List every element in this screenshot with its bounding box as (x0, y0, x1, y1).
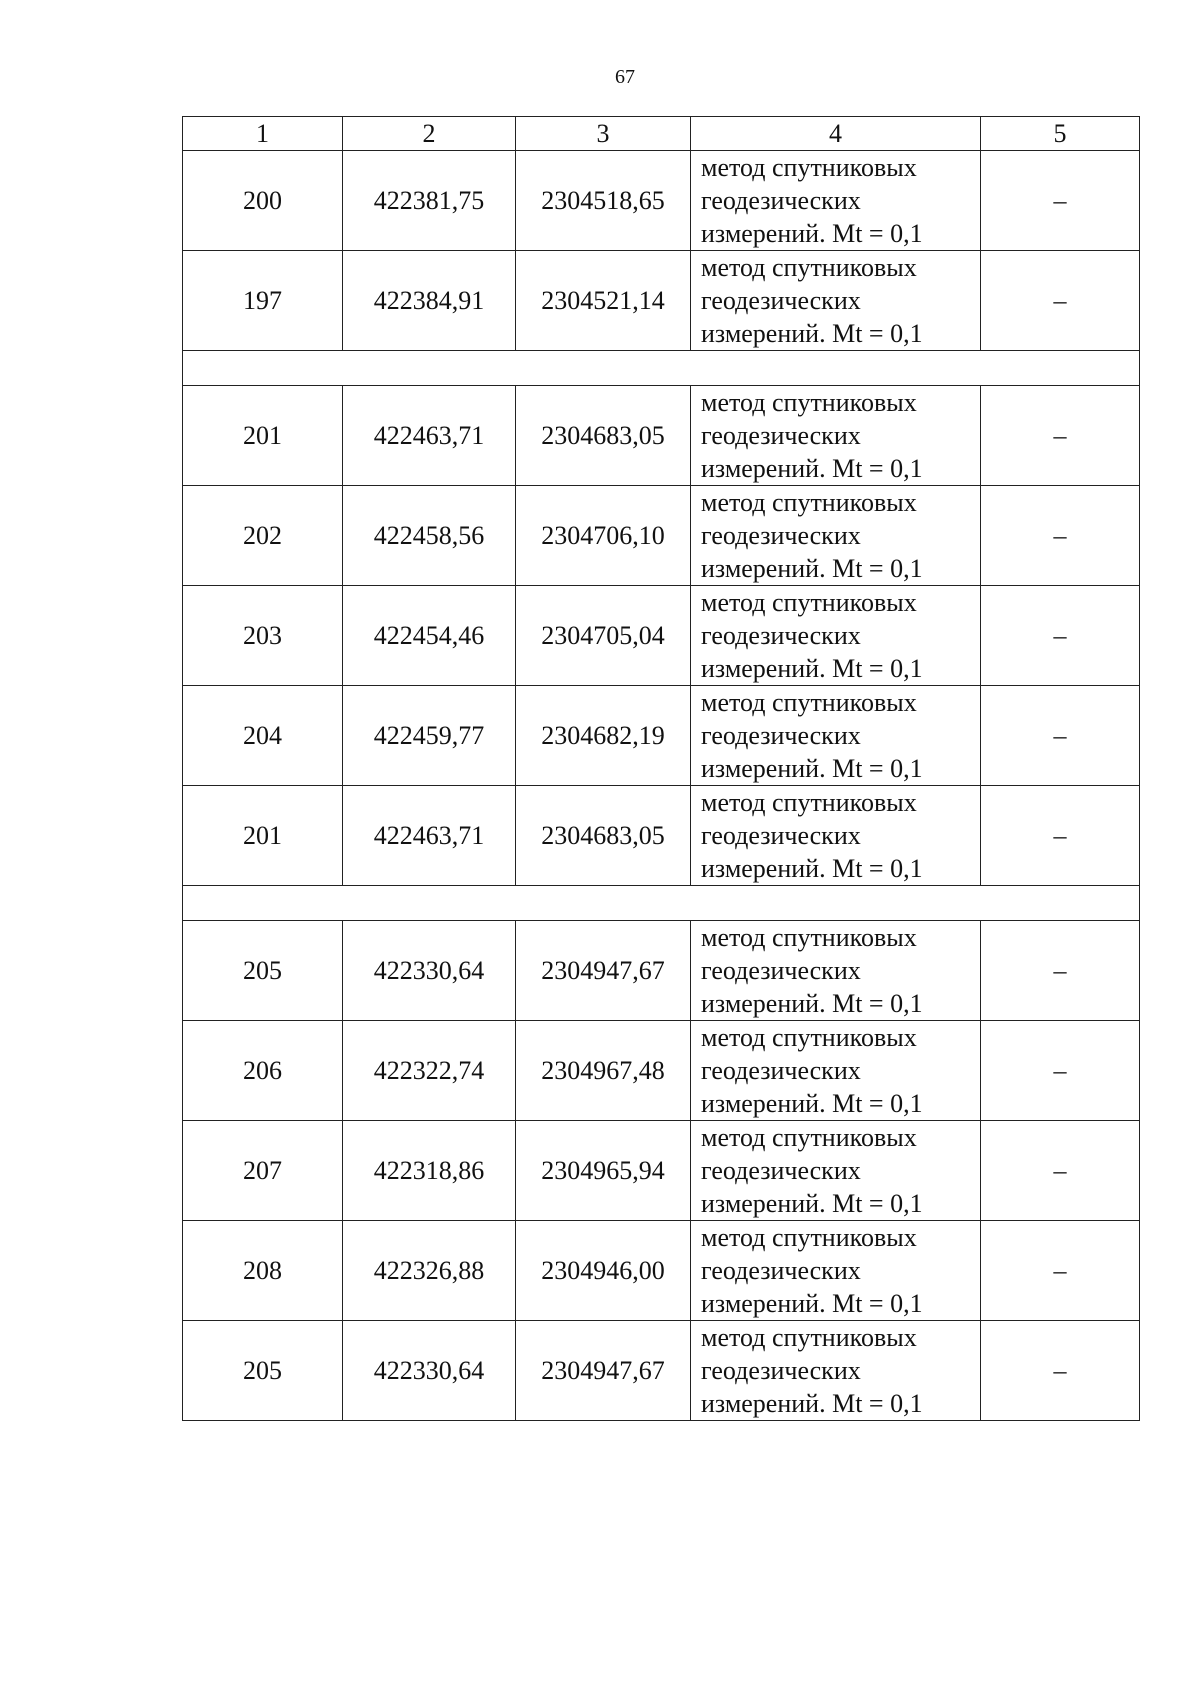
column-header: 2 (343, 117, 516, 151)
note-cell: – (981, 486, 1140, 586)
point-number-cell: 197 (183, 251, 343, 351)
note-cell: – (981, 1021, 1140, 1121)
method-line: геодезических (701, 421, 861, 450)
x-coordinate-cell: 422330,64 (343, 921, 516, 1021)
method-line: геодезических (701, 1056, 861, 1085)
point-number-cell: 204 (183, 686, 343, 786)
method-line: метод спутниковых (701, 923, 917, 952)
method-line: измерений. Mt = 0,1 (701, 554, 923, 583)
column-header: 3 (516, 117, 691, 151)
note-cell: – (981, 151, 1140, 251)
y-coordinate-cell: 2304946,00 (516, 1221, 691, 1321)
point-number-cell: 205 (183, 1321, 343, 1421)
y-coordinate-cell: 2304947,67 (516, 921, 691, 1021)
method-line: метод спутниковых (701, 688, 917, 717)
table-row (183, 686, 1140, 786)
method-line: метод спутниковых (701, 788, 917, 817)
y-coordinate-cell: 2304521,14 (516, 251, 691, 351)
x-coordinate-cell: 422458,56 (343, 486, 516, 586)
table-header-row (183, 117, 1140, 151)
y-coordinate-cell: 2304518,65 (516, 151, 691, 251)
table-row (183, 586, 1140, 686)
x-coordinate-cell: 422384,91 (343, 251, 516, 351)
x-coordinate-cell: 422318,86 (343, 1121, 516, 1221)
method-line: геодезических (701, 821, 861, 850)
method-cell (691, 151, 981, 251)
method-line: метод спутниковых (701, 1023, 917, 1052)
y-coordinate-cell: 2304967,48 (516, 1021, 691, 1121)
method-line: геодезических (701, 186, 861, 215)
table-row (183, 151, 1140, 251)
point-number-cell: 206 (183, 1021, 343, 1121)
method-line: измерений. Mt = 0,1 (701, 219, 923, 248)
table-row (183, 921, 1140, 1021)
method-line: геодезических (701, 286, 861, 315)
x-coordinate-cell: 422381,75 (343, 151, 516, 251)
column-header: 5 (981, 117, 1140, 151)
method-line: измерений. Mt = 0,1 (701, 1389, 923, 1418)
x-coordinate-cell: 422322,74 (343, 1021, 516, 1121)
method-line: метод спутниковых (701, 1223, 917, 1252)
note-cell: – (981, 686, 1140, 786)
method-line: измерений. Mt = 0,1 (701, 1189, 923, 1218)
method-cell (691, 386, 981, 486)
note-cell: – (981, 1221, 1140, 1321)
y-coordinate-cell: 2304947,67 (516, 1321, 691, 1421)
note-cell: – (981, 921, 1140, 1021)
y-coordinate-cell: 2304965,94 (516, 1121, 691, 1221)
table-row (183, 386, 1140, 486)
method-line: метод спутниковых (701, 253, 917, 282)
x-coordinate-cell: 422326,88 (343, 1221, 516, 1321)
table-row (183, 786, 1140, 886)
method-line: метод спутниковых (701, 1123, 917, 1152)
method-line: геодезических (701, 621, 861, 650)
method-line: измерений. Mt = 0,1 (701, 654, 923, 683)
method-line: геодезических (701, 1156, 861, 1185)
point-number-cell: 201 (183, 386, 343, 486)
method-line: геодезических (701, 956, 861, 985)
point-number-cell: 205 (183, 921, 343, 1021)
method-line: метод спутниковых (701, 588, 917, 617)
x-coordinate-cell: 422463,71 (343, 786, 516, 886)
point-number-cell: 202 (183, 486, 343, 586)
note-cell: – (981, 586, 1140, 686)
method-cell (691, 486, 981, 586)
table-row (183, 1221, 1140, 1321)
method-line: измерений. Mt = 0,1 (701, 454, 923, 483)
x-coordinate-cell: 422454,46 (343, 586, 516, 686)
method-cell (691, 1021, 981, 1121)
x-coordinate-cell: 422463,71 (343, 386, 516, 486)
method-cell (691, 251, 981, 351)
column-header: 1 (183, 117, 343, 151)
y-coordinate-cell: 2304705,04 (516, 586, 691, 686)
column-header: 4 (691, 117, 981, 151)
y-coordinate-cell: 2304682,19 (516, 686, 691, 786)
y-coordinate-cell: 2304683,05 (516, 786, 691, 886)
method-line: измерений. Mt = 0,1 (701, 854, 923, 883)
point-number-cell: 207 (183, 1121, 343, 1221)
table-row (183, 251, 1140, 351)
method-cell (691, 1121, 981, 1221)
method-cell (691, 586, 981, 686)
method-line: измерений. Mt = 0,1 (701, 1089, 923, 1118)
table-spacer-row (183, 351, 1140, 386)
note-cell: – (981, 251, 1140, 351)
coordinates-table (182, 116, 1140, 1421)
method-line: геодезических (701, 521, 861, 550)
page-number: 67 (615, 66, 635, 88)
table-row (183, 486, 1140, 586)
y-coordinate-cell: 2304683,05 (516, 386, 691, 486)
method-cell (691, 921, 981, 1021)
method-cell (691, 786, 981, 886)
table-row (183, 1121, 1140, 1221)
method-line: геодезических (701, 721, 861, 750)
table-body (183, 151, 1140, 1421)
note-cell: – (981, 1121, 1140, 1221)
y-coordinate-cell: 2304706,10 (516, 486, 691, 586)
note-cell: – (981, 1321, 1140, 1421)
method-line: геодезических (701, 1256, 861, 1285)
method-cell (691, 686, 981, 786)
method-line: измерений. Mt = 0,1 (701, 1289, 923, 1318)
point-number-cell: 200 (183, 151, 343, 251)
note-cell: – (981, 786, 1140, 886)
x-coordinate-cell: 422459,77 (343, 686, 516, 786)
point-number-cell: 201 (183, 786, 343, 886)
table-spacer-row (183, 886, 1140, 921)
method-line: геодезических (701, 1356, 861, 1385)
method-cell (691, 1321, 981, 1421)
note-cell: – (981, 386, 1140, 486)
method-line: метод спутниковых (701, 153, 917, 182)
spacer-cell (183, 886, 1140, 921)
method-line: метод спутниковых (701, 388, 917, 417)
method-line: метод спутниковых (701, 488, 917, 517)
method-line: измерений. Mt = 0,1 (701, 754, 923, 783)
method-line: измерений. Mt = 0,1 (701, 989, 923, 1018)
method-line: метод спутниковых (701, 1323, 917, 1352)
point-number-cell: 208 (183, 1221, 343, 1321)
point-number-cell: 203 (183, 586, 343, 686)
table-row (183, 1021, 1140, 1121)
spacer-cell (183, 351, 1140, 386)
table-row (183, 1321, 1140, 1421)
method-line: измерений. Mt = 0,1 (701, 319, 923, 348)
x-coordinate-cell: 422330,64 (343, 1321, 516, 1421)
method-cell (691, 1221, 981, 1321)
